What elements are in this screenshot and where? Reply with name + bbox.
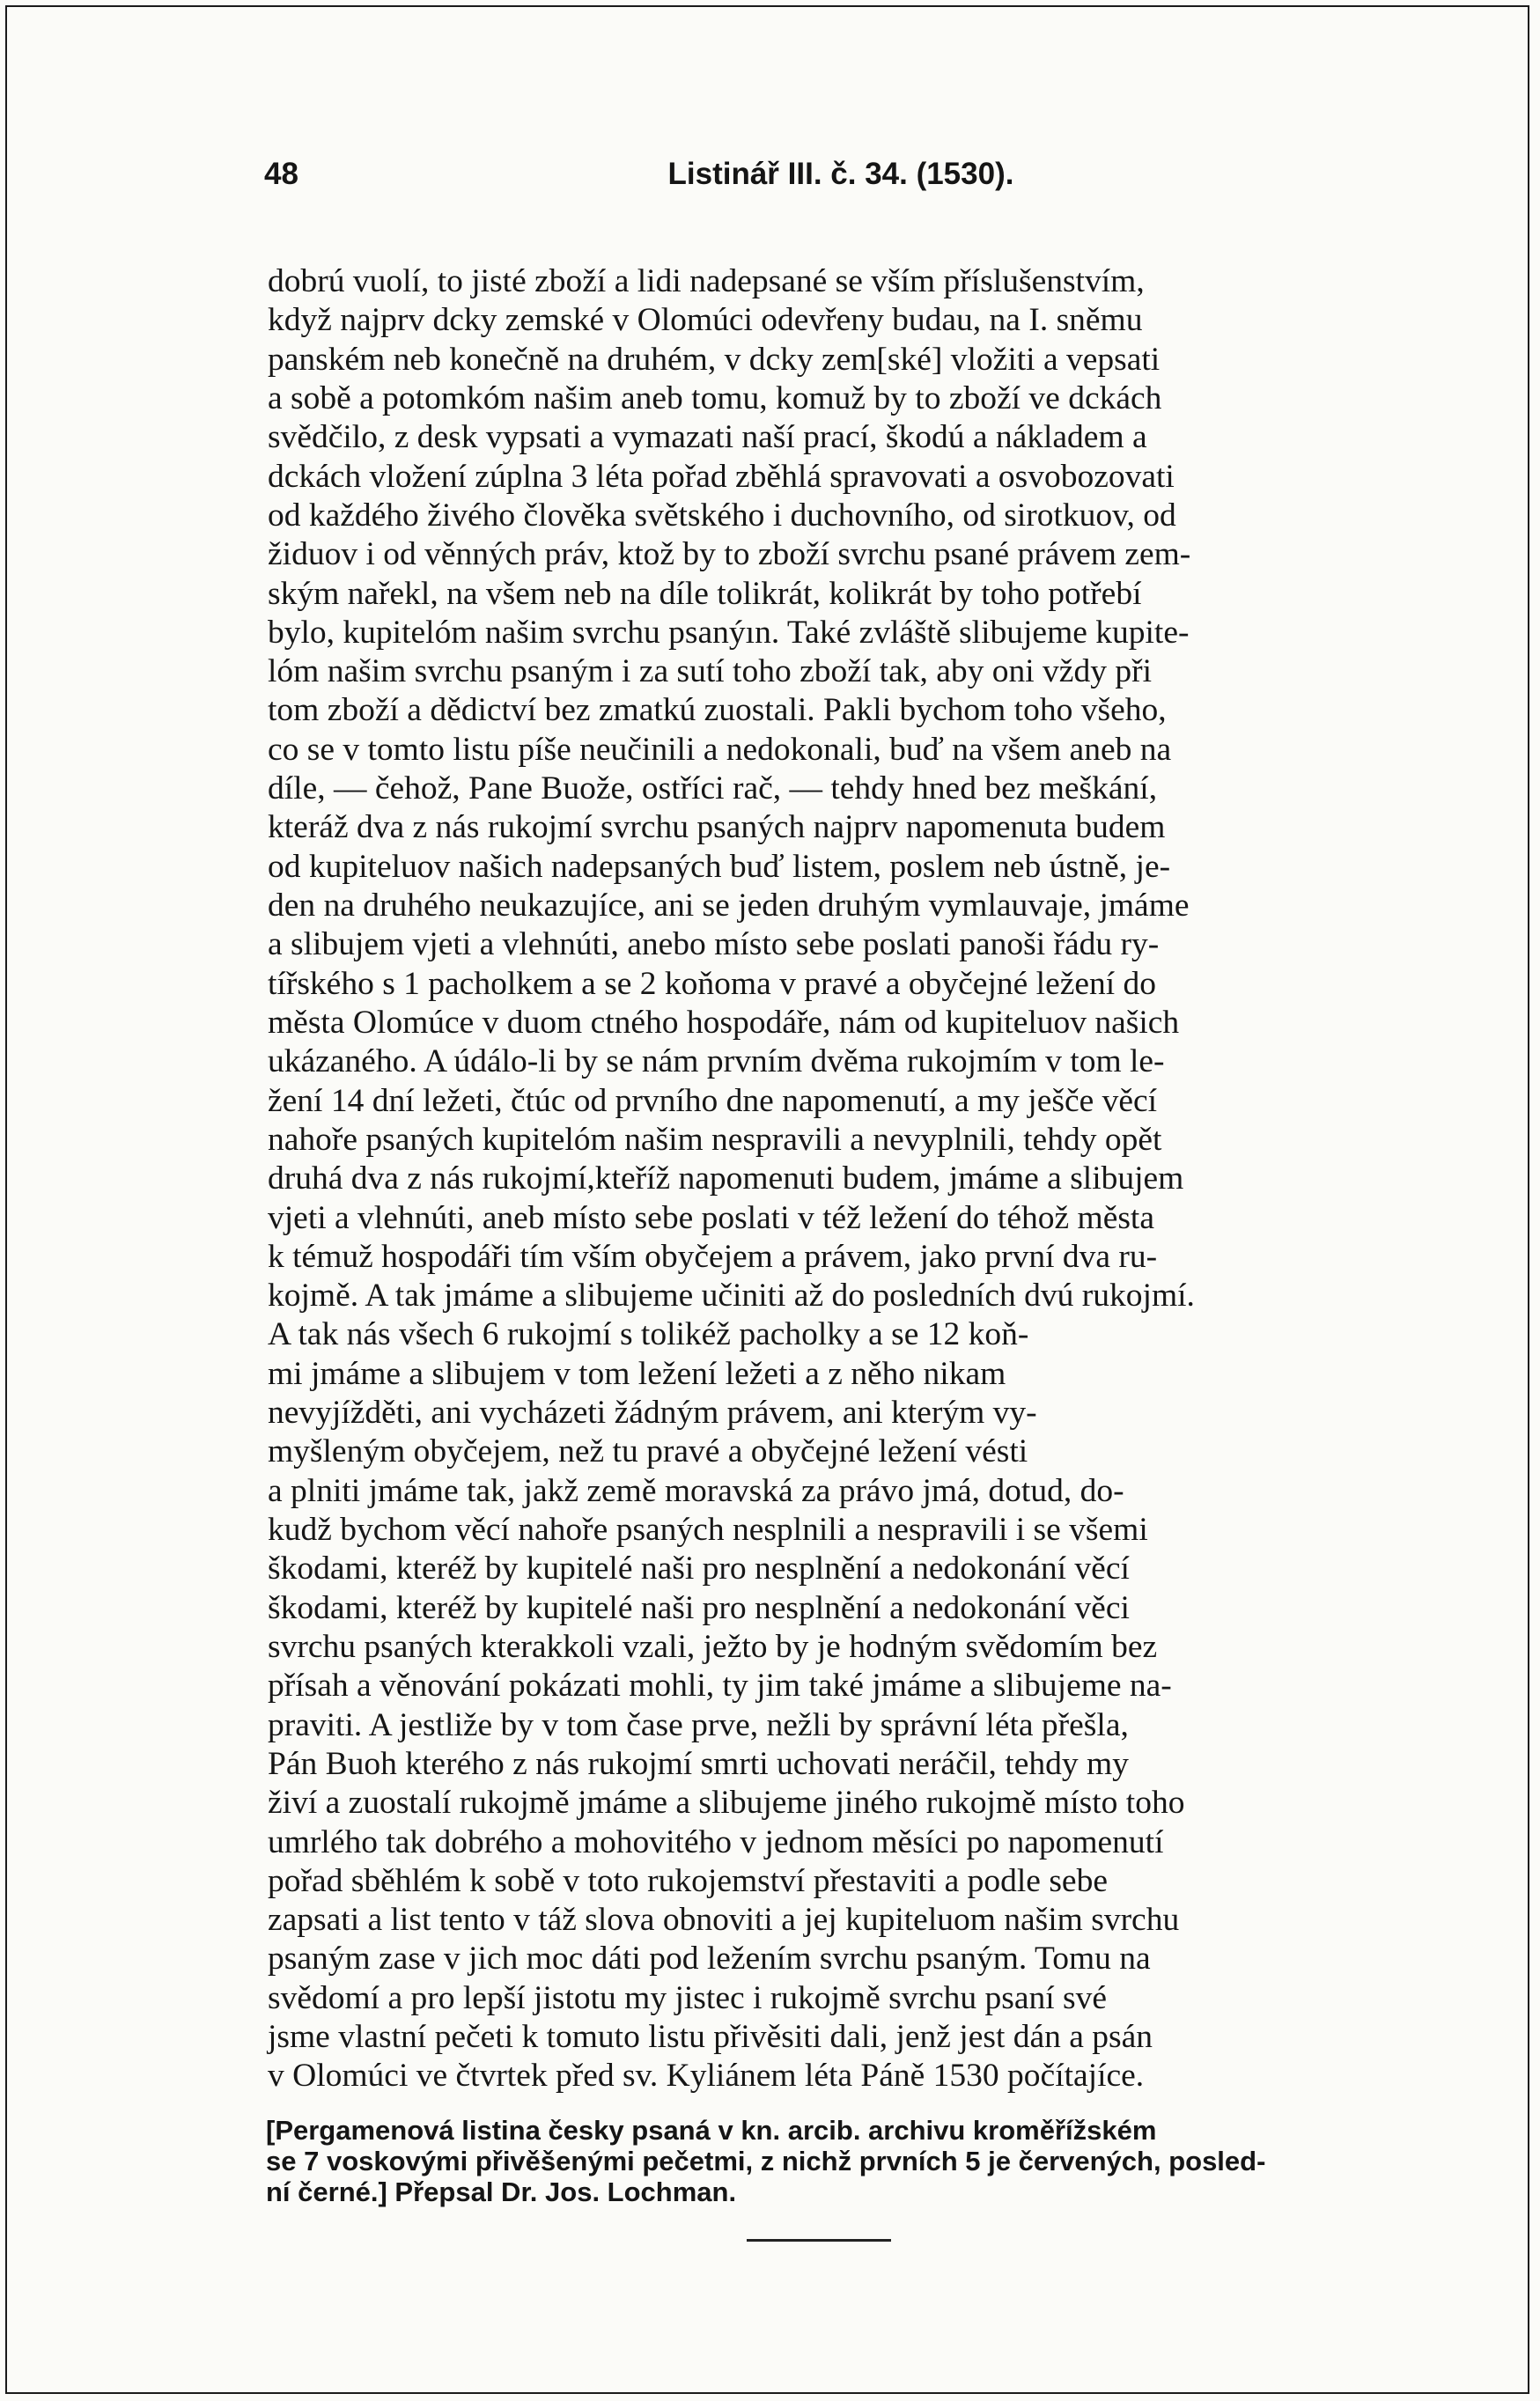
text-line: ským nařekl, na všem neb na díle tolikrát, kolikrát by toho potřebí bbox=[268, 575, 1142, 612]
end-rule bbox=[747, 2239, 891, 2242]
text-line: k témuž hospodáři tím vším obyčejem a právem, jako první dva ru- bbox=[268, 1238, 1158, 1275]
text-line: v Olomúci ve čtvrtek před sv. Kyliánem léta Páně 1530 počítajíce. bbox=[268, 2058, 1145, 2095]
text-line: a slibujem vjeti a vlehnúti, anebo místo sebe poslati panoši řádu ry- bbox=[268, 926, 1160, 963]
text-line: mi jmáme a slibujem v tom ležení ležeti a z něho nikam bbox=[268, 1355, 1006, 1392]
text-line: svrchu psaných kterakkoli vzali, ježto by je hodným svědomím bez bbox=[268, 1628, 1158, 1665]
body-text bbox=[268, 262, 1418, 2096]
text-line: nahoře psaných kupitelóm našim nespravili a nevyplnili, tehdy opět bbox=[268, 1121, 1162, 1158]
text-line: lóm našim svrchu psaným i za sutí toho zboží tak, aby oni vždy při bbox=[268, 653, 1152, 690]
text-line: den na druhého neukazujíce, ani se jeden druhým vymlauvaje, jmáme bbox=[268, 887, 1190, 924]
footnote bbox=[266, 2115, 1419, 2207]
text-line: panském neb konečně na druhém, v dcky zem[ské] vložiti a vepsati bbox=[268, 341, 1161, 378]
text-line: tom zboží a dědictví bez zmatkú zuostali. Pakli bychom toho všeho, bbox=[268, 692, 1167, 729]
text-line: kteráž dva z nás rukojmí svrchu psaných najprv napomenuta budem bbox=[268, 809, 1166, 846]
text-line: od každého živého člověka světského i duchovního, od sirotkuov, od bbox=[268, 497, 1176, 534]
footnote-line: se 7 voskovými přivěšenými pečetmi, z nichž prvních 5 je červených, posled- bbox=[266, 2146, 1266, 2176]
text-line: od kupiteluov našich nadepsaných buď listem, poslem neb ústně, je- bbox=[268, 848, 1171, 885]
running-title: Listinář III. č. 34. (1530). bbox=[667, 157, 1014, 191]
text-line: škodami, kteréž by kupitelé naši pro nesplnění a nedokonání věcí bbox=[268, 1550, 1130, 1587]
text-line: kojmě. A tak jmáme a slibujeme učiniti až do posledních dvú rukojmí. bbox=[268, 1278, 1195, 1315]
text-line: jsme vlastní pečeti k tomuto listu přivěsiti dali, jenž jest dán a psán bbox=[268, 2019, 1153, 2056]
text-line: Pán Buoh kterého z nás rukojmí smrti uchovati neráčil, tehdy my bbox=[268, 1745, 1129, 1782]
text-line: dobrú vuolí, to jisté zboží a lidi nadepsané se vším příslušenstvím, bbox=[268, 263, 1145, 299]
text-line: svědomí a pro lepší jistotu my jistec i rukojmě svrchu psaní své bbox=[268, 1979, 1107, 2016]
text-line: když najprv dcky zemské v Olomúci odevřeny budau, na I. sněmu bbox=[268, 302, 1143, 339]
text-line: psaným zase v jich moc dáti pod ležením svrchu psaným. Tomu na bbox=[268, 1941, 1151, 1978]
text-line: židuov i od věnných práv, ktož by to zboží svrchu psané právem zem- bbox=[268, 536, 1191, 573]
page-number: 48 bbox=[264, 157, 298, 191]
page-header bbox=[264, 157, 1418, 210]
text-line: co se v tomto listu píše neučinili a nedokonali, buď na všem aneb na bbox=[268, 731, 1172, 768]
text-line: města Olomúce v duom ctného hospodáře, nám od kupiteluov našich bbox=[268, 1004, 1180, 1041]
footnote-line: ní černé.] Přepsal Dr. Jos. Lochman. bbox=[266, 2176, 737, 2207]
text-line: myšleným obyčejem, než tu pravé a obyčejné ležení vésti bbox=[268, 1433, 1028, 1470]
text-line: živí a zuostalí rukojmě jmáme a slibujeme jiného rukojmě místo toho bbox=[268, 1785, 1185, 1822]
text-line: dckách vložení zúplna 3 léta pořad zběhlá spravovati a osvobozovati bbox=[268, 458, 1175, 495]
text-line: druhá dva z nás rukojmí,kteříž napomenuti budem, jmáme a slibujem bbox=[268, 1160, 1184, 1197]
text-line: ukázaného. A údálo-li by se nám prvním dvěma rukojmím v tom le- bbox=[268, 1043, 1165, 1080]
text-line: díle, — čehož, Pane Buože, ostříci rač, — tehdy hned bez meškání, bbox=[268, 770, 1158, 807]
text-line: praviti. A jestliže by v tom čase prve, nežli by správní léta přešla, bbox=[268, 1706, 1129, 1743]
text-line: kudž bychom věcí nahoře psaných nesplnili a nespravili i se všemi bbox=[268, 1512, 1148, 1548]
text-line: žení 14 dní ležeti, čtúc od prvního dne napomenutí, a my ješče věcí bbox=[268, 1082, 1158, 1119]
text-line: bylo, kupitelóm našim svrchu psanýın. Také zvláště slibujeme kupite- bbox=[268, 614, 1190, 651]
text-line: a plniti jmáme tak, jakž země moravská za právo jmá, dotud, do- bbox=[268, 1472, 1124, 1509]
text-line: umrlého tak dobrého a mohovitého v jednom měsíci po napomenutí bbox=[268, 1823, 1164, 1860]
text-line: vjeti a vlehnúti, aneb místo sebe poslati v též ležení do téhož města bbox=[268, 1199, 1154, 1236]
text-line: přísah a věnování pokázati mohli, ty jim také jmáme a slibujeme na- bbox=[268, 1668, 1172, 1705]
footnote-line: [Pergamenová listina česky psaná v kn. arcib. archivu kroměřížském bbox=[266, 2115, 1157, 2146]
text-line: škodami, kteréž by kupitelé naši pro nesplnění a nedokonání věci bbox=[268, 1589, 1130, 1626]
text-line: A tak nás všech 6 rukojmí s tolikéž pacholky a se 12 koň- bbox=[268, 1316, 1029, 1353]
text-line: tířského s 1 pacholkem a se 2 koňoma v pravé a obyčejné ležení do bbox=[268, 965, 1157, 1002]
text-line: zapsati a list tento v táž slova obnoviti a jej kupiteluom našim svrchu bbox=[268, 1902, 1180, 1939]
text-line: pořad sběhlém k sobě v toto rukojemství přestaviti a podle sebe bbox=[268, 1862, 1108, 1899]
text-line: nevyjížděti, ani vycházeti žádným právem, ani kterým vy- bbox=[268, 1395, 1037, 1432]
text-line: a sobě a potomkóm našim aneb tomu, komuž by to zboží ve dckách bbox=[268, 379, 1162, 416]
text-line: svědčilo, z desk vypsati a vymazati naší prací, škodú a nákladem a bbox=[268, 419, 1147, 456]
